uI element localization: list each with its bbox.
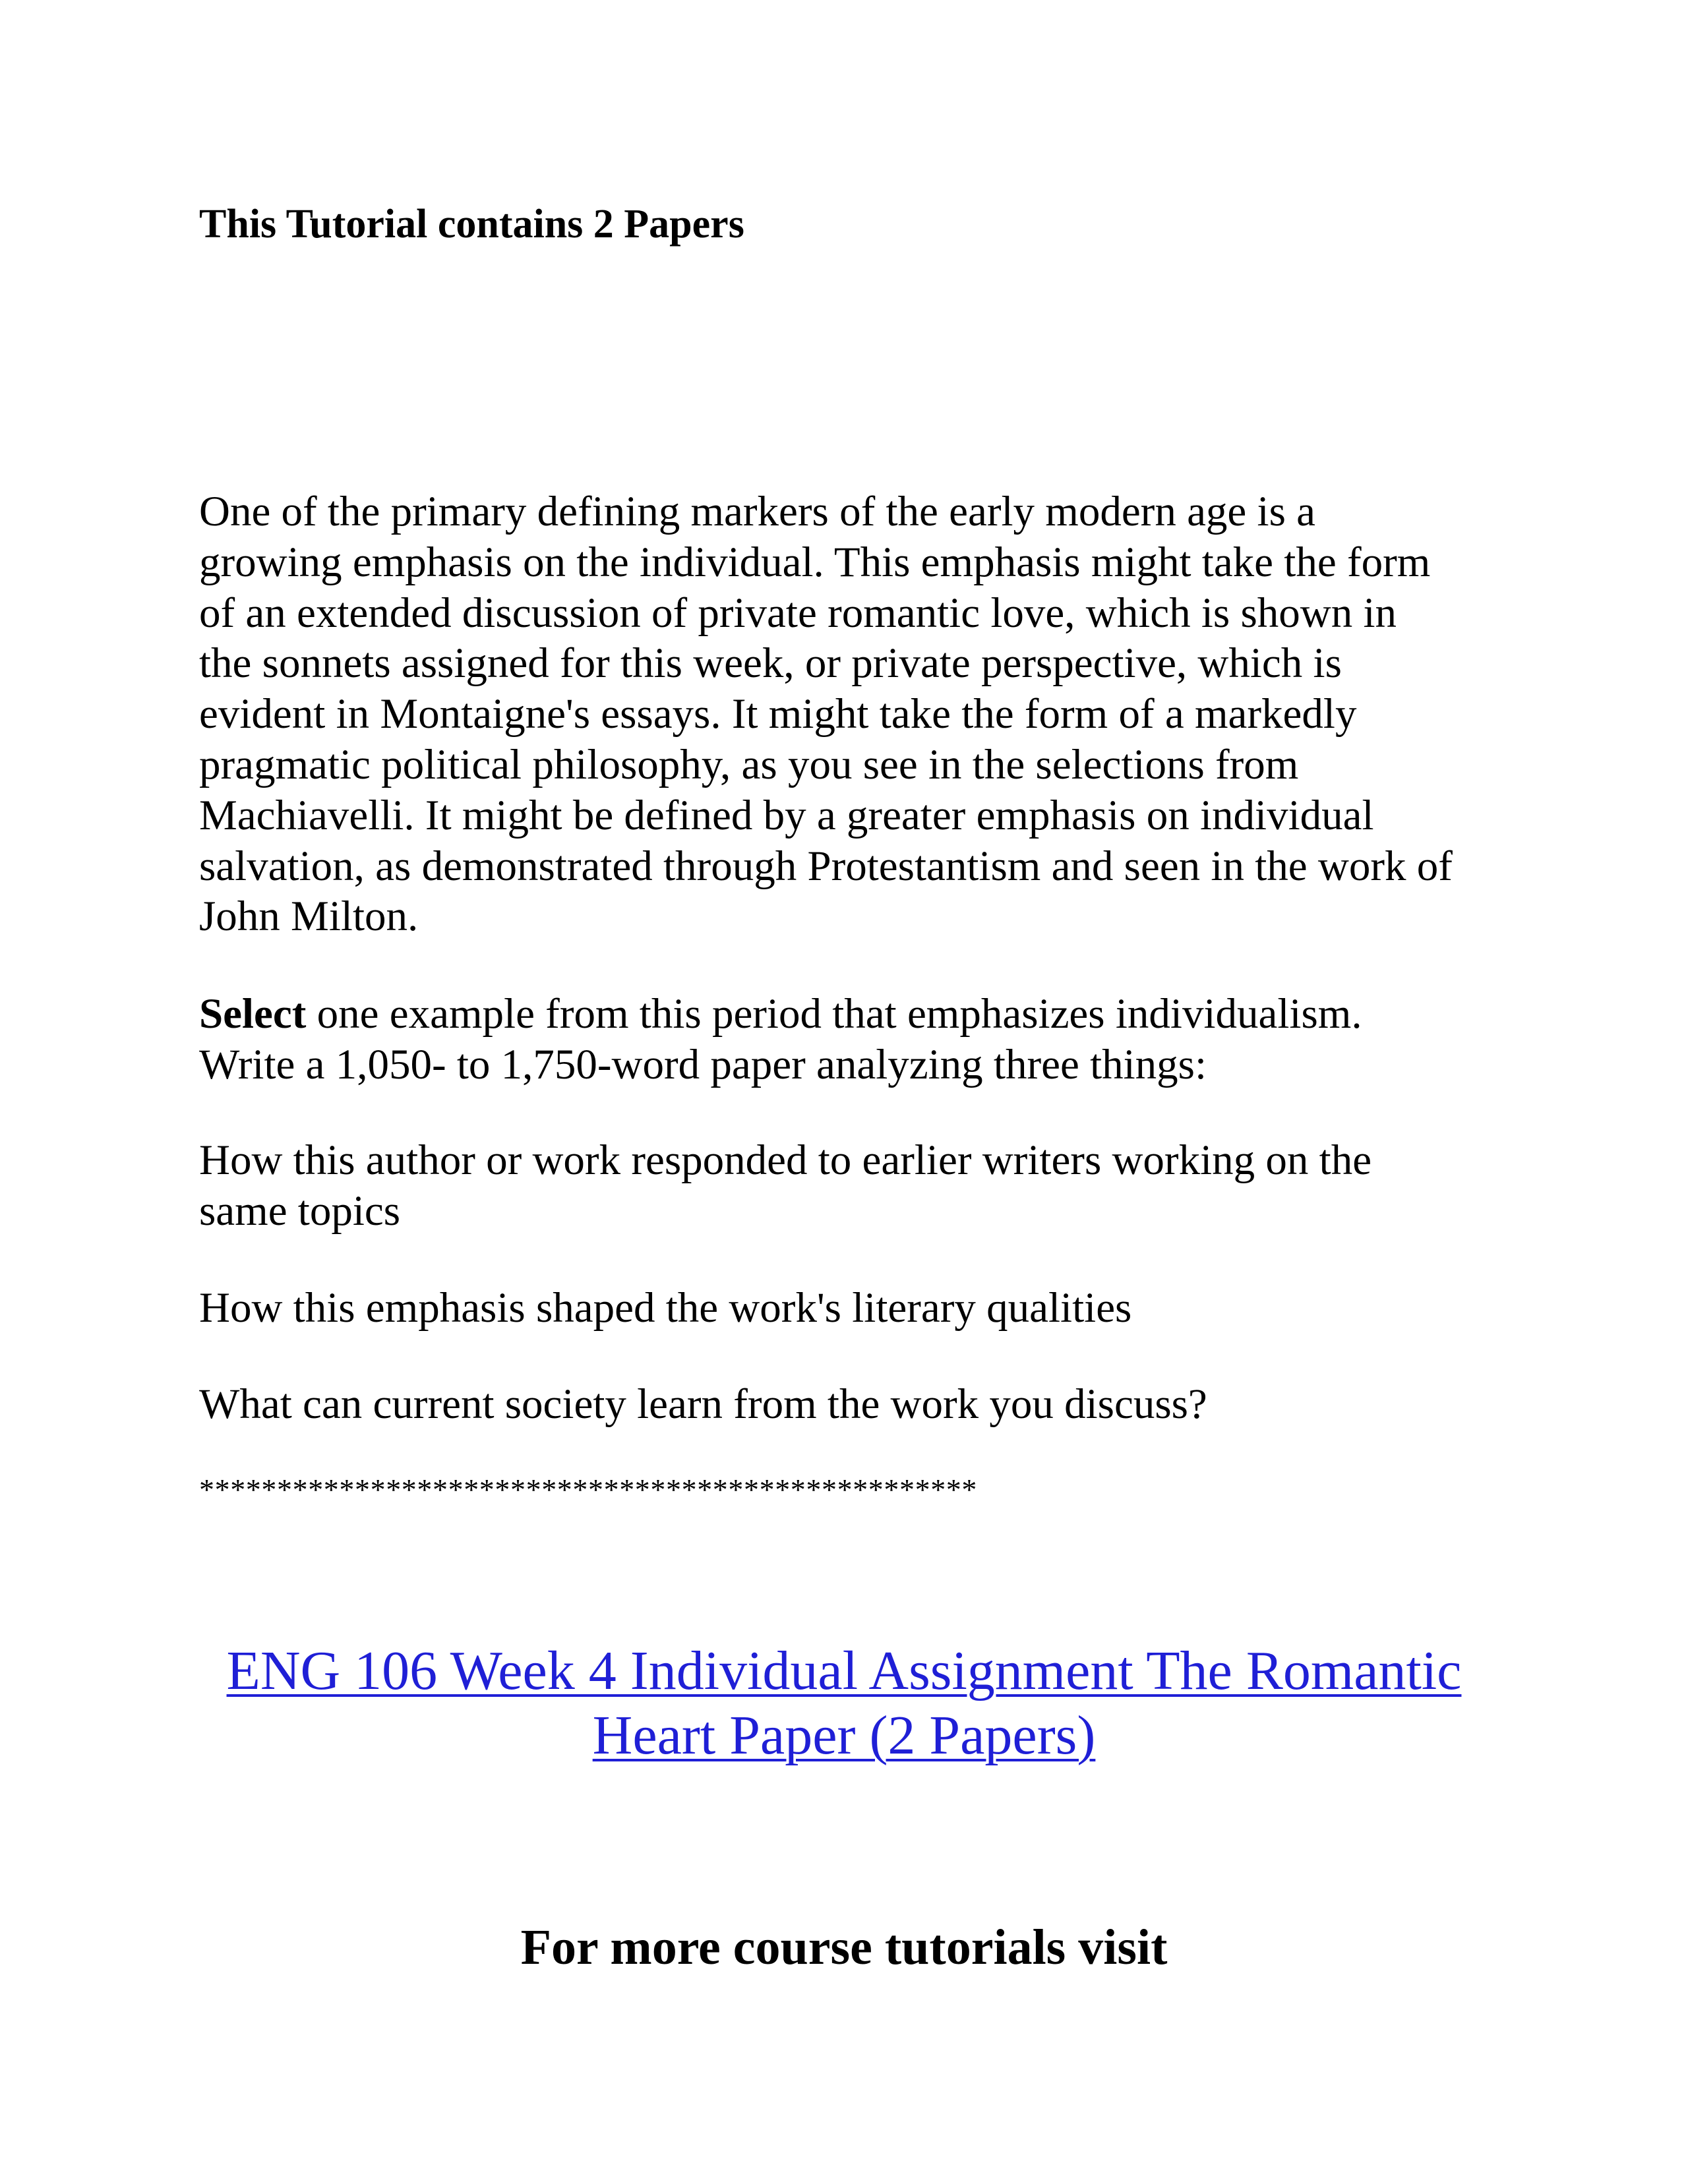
intro-line: salvation, as demonstrated through Protestantism and seen in the work of xyxy=(199,842,1453,890)
intro-line: One of the primary defining markers of the early modern age is a xyxy=(199,488,1315,535)
assignment-link-line[interactable]: ENG 106 Week 4 Individual Assignment The Romantic xyxy=(226,1640,1462,1701)
intro-line: of an extended discussion of private romantic love, which is shown in xyxy=(199,589,1397,637)
footer-text: For more course tutorials visit xyxy=(520,1920,1168,1975)
intro-line: growing emphasis on the individual. This emphasis might take the form xyxy=(199,538,1431,586)
select-keyword: Select xyxy=(199,990,307,1038)
intro-paragraph xyxy=(199,487,1518,942)
intro-line: pragmatic political philosophy, as you see in the selections from xyxy=(199,740,1299,788)
assignment-link[interactable] xyxy=(0,1639,1688,1768)
instructions-text: one example from this period that emphasizes individualism. xyxy=(306,990,1362,1038)
question-3 xyxy=(199,1379,1518,1430)
intro-line: evident in Montaigne's essays. It might take the form of a markedly xyxy=(199,690,1357,738)
assignment-link-block xyxy=(0,1639,1688,1768)
intro-line: the sonnets assigned for this week, or private perspective, which is xyxy=(199,639,1342,688)
assignment-link-line[interactable]: Heart Paper (2 Papers) xyxy=(592,1705,1096,1766)
question-line: What can current society learn from the work you discuss? xyxy=(199,1380,1207,1428)
intro-line: Machiavelli. It might be defined by a greater emphasis on individual xyxy=(199,791,1374,839)
intro-line: John Milton. xyxy=(199,893,419,941)
asterisk-separator: ************************************************** xyxy=(199,1473,977,1506)
instructions-line: Write a 1,050- to 1,750-word paper analyzing three things: xyxy=(199,1040,1207,1088)
page-heading: This Tutorial contains 2 Papers xyxy=(199,202,744,247)
instructions-paragraph xyxy=(199,989,1518,1090)
question-line: How this emphasis shaped the work's literary qualities xyxy=(199,1284,1132,1332)
question-2 xyxy=(199,1283,1518,1334)
question-line: same topics xyxy=(199,1187,401,1235)
question-1 xyxy=(199,1135,1518,1237)
instructions-line xyxy=(199,989,1518,1040)
question-line: How this author or work responded to earlier writers working on the xyxy=(199,1136,1372,1184)
